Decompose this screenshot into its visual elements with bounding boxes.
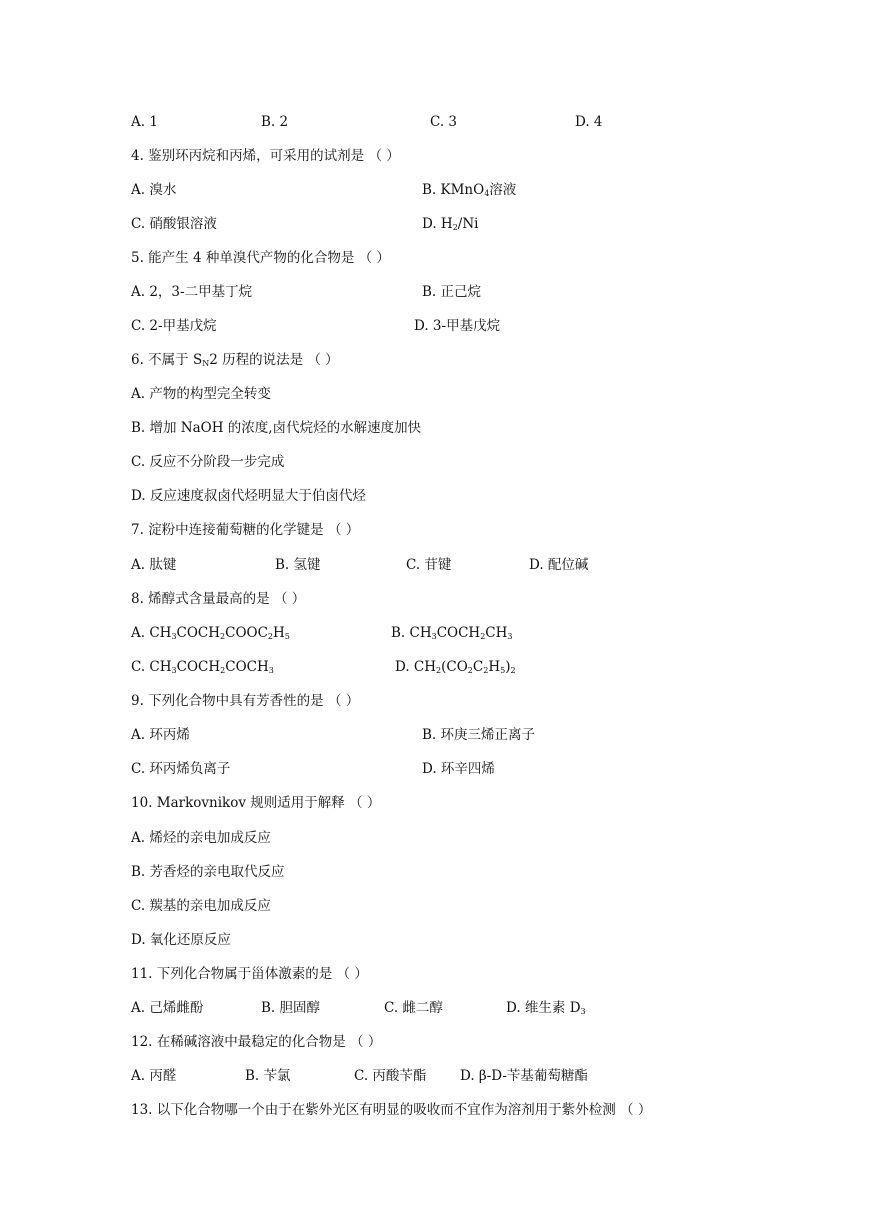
q10-option-a: A. 烯烃的亲电加成反应 (131, 830, 271, 846)
q5-options-row-1 (0, 282, 869, 302)
q4-option-c: C. 硝酸银溶液 (131, 216, 217, 232)
q4-option-d: D. $H_2/Ni$ (422, 216, 479, 232)
q7-option-c: C. 苷键 (406, 557, 452, 573)
q3-option-b: B. 2 (261, 114, 289, 130)
q6-option-a-row (0, 384, 869, 404)
q6-option-b-row (0, 418, 869, 438)
q7-option-d: D. 配位碱 (529, 557, 589, 573)
q5-stem: 5. 能产生 4 种单溴代产物的化合物是 （ ） (131, 250, 390, 266)
q6-option-a: A. 产物的构型完全转变 (131, 386, 271, 402)
q7-options-row (0, 555, 869, 575)
q5-option-c: C. 2-甲基戊烷 (131, 318, 217, 334)
q6-option-d: D. 反应速度叔卤代烃明显大于伯卤代烃 (131, 488, 366, 504)
q7-stem-row (0, 520, 869, 540)
q11-stem: 11. 下列化合物属于甾体激素的是 （ ） (131, 966, 368, 982)
q9-option-d: D. 环辛四烯 (422, 761, 495, 777)
q5-option-b: B. 正己烷 (422, 284, 482, 300)
q6-option-d-row (0, 486, 869, 506)
q10-option-d-row (0, 930, 869, 950)
q3-option-c: C. 3 (430, 114, 458, 130)
q6-option-c: C. 反应不分阶段一步完成 (131, 454, 285, 470)
q4-option-a: A. 溴水 (131, 182, 177, 198)
q12-option-b: B. 苄氯 (245, 1068, 291, 1084)
q9-stem-row (0, 691, 869, 711)
q12-option-d: D. β-D-苄基葡萄糖酯 (460, 1068, 588, 1084)
q7-stem: 7. 淀粉中连接葡萄糖的化学键是 （ ） (131, 522, 360, 538)
q12-option-c: C. 丙酸苄酯 (354, 1068, 427, 1084)
q9-option-c: C. 环丙烯负离子 (131, 761, 231, 777)
q4-stem: 4. 鉴别环丙烷和丙烯，可采用的试剂是 （ ） (131, 148, 400, 164)
q8-stem-row (0, 589, 869, 609)
q7-option-a: A. 肽键 (131, 557, 177, 573)
q4-option-b: B. KMnO$_4$溶液 (422, 182, 517, 198)
q5-option-a: A. 2，3-二甲基丁烷 (131, 284, 253, 300)
q12-stem: 12. 在稀碱溶液中最稳定的化合物是 （ ） (131, 1034, 382, 1050)
q12-stem-row (0, 1032, 869, 1052)
q13-stem-row (0, 1100, 869, 1120)
q6-option-b: B. 增加 NaOH 的浓度,卤代烷烃的水解速度加快 (131, 420, 422, 436)
q8-stem: 8. 烯醇式含量最高的是 （ ） (131, 591, 306, 607)
q8-options-row-2 (0, 657, 869, 677)
q5-stem-row (0, 248, 869, 268)
q7-option-b: B. 氢键 (275, 557, 321, 573)
q9-stem: 9. 下列化合物中具有芳香性的是 （ ） (131, 693, 360, 709)
q9-option-a: A. 环丙烯 (131, 727, 190, 743)
q13-stem: 13. 以下化合物哪一个由于在紫外光区有明显的吸收而不宜作为溶剂用于紫外检测 （ ） (131, 1102, 652, 1118)
q10-stem-row (0, 793, 869, 813)
q8-option-a: A. $CH_3COCH_2COOC_2H_5$ (131, 625, 290, 641)
q11-option-b: B. 胆固醇 (261, 1000, 321, 1016)
q10-option-a-row (0, 828, 869, 848)
q10-option-d: D. 氧化还原反应 (131, 932, 231, 948)
q6-stem-row (0, 350, 869, 370)
q3-option-a: A. 1 (131, 114, 158, 130)
q11-option-c: C. 雌二醇 (384, 1000, 443, 1016)
q10-option-b-row (0, 862, 869, 882)
q5-options-row-2 (0, 316, 869, 336)
q11-options-row (0, 998, 869, 1018)
q5-option-d: D. 3-甲基戊烷 (414, 318, 501, 334)
q4-options-row-2 (0, 214, 869, 234)
q8-option-b: B. $CH_3COCH_2CH_3$ (391, 625, 513, 641)
q9-options-row-1 (0, 725, 869, 745)
q8-option-d: D. $CH_2(CO_2C_2H_5)_2$ (395, 659, 516, 675)
q10-option-c-row (0, 896, 869, 916)
q10-option-b: B. 芳香烃的亲电取代反应 (131, 864, 285, 880)
q9-options-row-2 (0, 759, 869, 779)
q3-options-row (0, 112, 869, 132)
q8-options-row-1 (0, 623, 869, 643)
q3-option-d: D. 4 (575, 114, 603, 130)
q12-option-a: A. 丙醛 (131, 1068, 177, 1084)
q6-stem: 6. 不属于 $S_N2$ 历程的说法是 （ ） (131, 352, 339, 368)
q4-stem-row (0, 146, 869, 166)
q12-options-row (0, 1066, 869, 1086)
q10-stem: 10. Markovnikov 规则适用于解释 （ ） (131, 795, 381, 811)
q11-option-d: D. 维生素 $D_3$ (506, 1000, 586, 1016)
q10-option-c: C. 羰基的亲电加成反应 (131, 898, 271, 914)
q11-option-a: A. 己烯雌酚 (131, 1000, 204, 1016)
q8-option-c: C. $CH_3COCH_2COCH_3$ (131, 659, 274, 675)
q4-options-row-1 (0, 180, 869, 200)
q11-stem-row (0, 964, 869, 984)
q9-option-b: B. 环庚三烯正离子 (422, 727, 536, 743)
q6-option-c-row (0, 452, 869, 472)
